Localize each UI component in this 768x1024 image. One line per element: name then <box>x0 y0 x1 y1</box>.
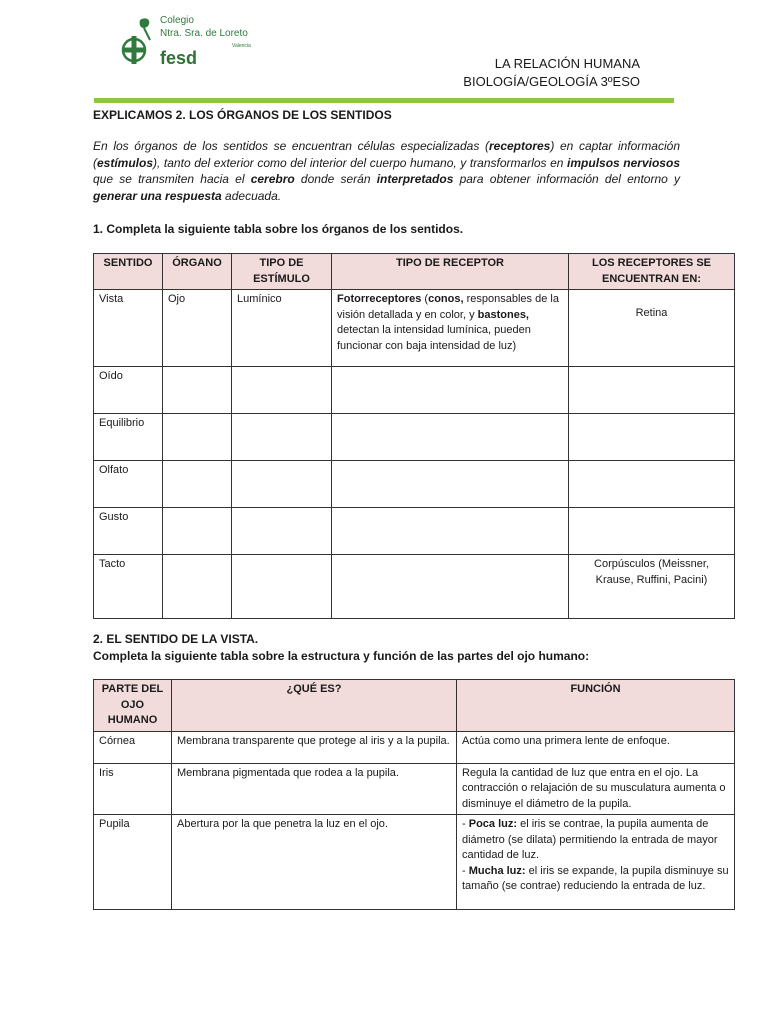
funcion-poca-luz: - Poca luz: el iris se contrae, la pupila aumenta de diámetro (se dilata) permitiendo la entrada de mayor cantidad de luz. <box>462 818 718 861</box>
cell-sentido: Equilibrio <box>94 414 163 461</box>
logo-text-colegio: Colegio <box>160 15 194 26</box>
cross-emblem-icon <box>120 14 156 70</box>
header-tipo-receptor: TIPO DE RECEPTOR <box>332 254 569 290</box>
cell-funcion <box>457 815 735 910</box>
header-que-es: ¿QUÉ ES? <box>172 680 457 732</box>
table-row <box>94 815 735 910</box>
cell-receptor <box>332 555 569 619</box>
cell-organo: Ojo <box>163 290 232 367</box>
senses-table <box>93 253 735 619</box>
table-row <box>94 731 735 763</box>
cell-que-es: Membrana transparente que protege al iris y a la pupila. <box>172 731 457 763</box>
header-ubicacion: LOS RECEPTORES SE ENCUENTRAN EN: <box>569 254 735 290</box>
cell-estimulo <box>232 555 332 619</box>
table-row <box>94 461 735 508</box>
cell-sentido: Oído <box>94 367 163 414</box>
question-2-subtitle: Completa la siguiente tabla sobre la estructura y función de las partes del ojo humano: <box>93 649 590 663</box>
cell-ubicacion <box>569 461 735 508</box>
cell-organo <box>163 414 232 461</box>
header-parte: PARTE DEL OJO HUMANO <box>94 680 172 732</box>
cell-parte: Iris <box>94 763 172 815</box>
cell-que-es: Abertura por la que penetra la luz en el ojo. <box>172 815 457 910</box>
header-tipo-estimulo: TIPO DE ESTÍMULO <box>232 254 332 290</box>
section-title: EXPLICAMOS 2. LOS ÓRGANOS DE LOS SENTIDOS <box>93 108 392 122</box>
table-row <box>94 763 735 815</box>
table-row <box>94 367 735 414</box>
cell-organo <box>163 508 232 555</box>
cell-estimulo <box>232 367 332 414</box>
cell-sentido: Tacto <box>94 555 163 619</box>
document-header <box>463 55 640 91</box>
cell-ubicacion <box>569 414 735 461</box>
logo-text-fesd: fesd <box>160 48 198 68</box>
unit-title: LA RELACIÓN HUMANA <box>494 56 640 71</box>
cell-receptor <box>332 367 569 414</box>
cell-receptor <box>332 508 569 555</box>
cell-sentido: Gusto <box>94 508 163 555</box>
header-divider <box>94 98 674 103</box>
cell-organo <box>163 461 232 508</box>
funcion-mucha-luz: - Mucha luz: el iris se expande, la pupila disminuye su tamaño (se contrae) reduciendo la entrada de luz. <box>462 864 729 892</box>
cell-organo <box>163 555 232 619</box>
logo-text-school-name: Ntra. Sra. de Loreto <box>160 28 248 39</box>
cell-ubicacion <box>569 367 735 414</box>
table-row <box>94 290 735 367</box>
table-header-row <box>94 254 735 290</box>
header-organo: ÓRGANO <box>163 254 232 290</box>
table-header-row <box>94 680 735 732</box>
cell-sentido: Vista <box>94 290 163 367</box>
cell-receptor <box>332 461 569 508</box>
cell-sentido: Olfato <box>94 461 163 508</box>
table-row <box>94 414 735 461</box>
cell-funcion: Actúa como una primera lente de enfoque. <box>457 731 735 763</box>
cell-receptor: Fotorreceptores (conos, responsables de la visión detallada y en color, y bastones, detectan la intensidad lumínica, pueden funcionar con baja intensidad de luz) <box>332 290 569 367</box>
cell-receptor <box>332 414 569 461</box>
header-funcion: FUNCIÓN <box>457 680 735 732</box>
logo-text-city: Valencia <box>232 43 251 49</box>
cell-estimulo <box>232 414 332 461</box>
question-2 <box>93 631 589 665</box>
eye-parts-table <box>93 679 735 910</box>
cell-parte: Córnea <box>94 731 172 763</box>
cell-ubicacion: Corpúsculos (Meissner, Krause, Ruffini, Pacini) <box>569 555 735 619</box>
course-title: BIOLOGÍA/GEOLOGÍA 3ºESO <box>463 74 640 89</box>
table-row <box>94 555 735 619</box>
table-row <box>94 508 735 555</box>
cell-estimulo <box>232 508 332 555</box>
header-sentido: SENTIDO <box>94 254 163 290</box>
question-2-title: 2. EL SENTIDO DE LA VISTA. <box>93 632 259 646</box>
cell-ubicacion <box>569 508 735 555</box>
cell-ubicacion: Retina <box>569 290 735 367</box>
cell-parte: Pupila <box>94 815 172 910</box>
question-1: 1. Completa la siguiente tabla sobre los órganos de los sentidos. <box>93 222 464 236</box>
cell-estimulo <box>232 461 332 508</box>
intro-paragraph: En los órganos de los sentidos se encuentran células especializadas (receptores) en captar información (estímulos), tanto del exterior como del interior del cuerpo humano, y transformarlos en impulsos nerviosos que se transmiten hacia el cerebro donde serán interpretados para obtener información del entorno y generar una respuesta adecuada. <box>93 139 680 203</box>
cell-estimulo: Lumínico <box>232 290 332 367</box>
cell-que-es: Membrana pigmentada que rodea a la pupila. <box>172 763 457 815</box>
school-logo <box>120 14 260 70</box>
cell-organo <box>163 367 232 414</box>
cell-funcion: Regula la cantidad de luz que entra en el ojo. La contracción o relajación de su musculatura aumenta o disminuye el diámetro de la pupila. <box>457 763 735 815</box>
